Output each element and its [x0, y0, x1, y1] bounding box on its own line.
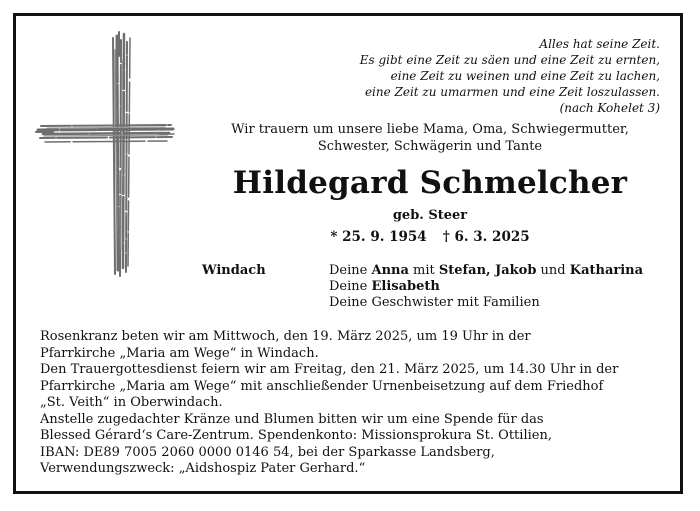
birth-date: * 25. 9. 1954 — [330, 229, 427, 245]
deceased-name: Hildegard Schmelcher — [232, 165, 628, 201]
notice-line: Blessed Gérard‘s Care-Zentrum. Spendenkonto: Missionsprokura St. Ottilien, — [40, 428, 552, 443]
notice-line: Den Trauergottesdienst feiern wir am Freitag, den 21. März 2025, um 14.30 Uhr in der — [40, 362, 619, 377]
notice-line: IBAN: DE89 7005 2060 0000 0146 54, bei der Sparkasse Landsberg, — [40, 444, 495, 460]
quote-line: Es gibt eine Zeit zu säen und eine Zeit zu ernten, — [359, 53, 660, 67]
mourning-intro — [205, 121, 655, 155]
mourner-line: Deine Geschwister mit Familien — [329, 295, 540, 310]
notice-line: „St. Veith“ in Oberwindach. — [40, 395, 223, 410]
mourner-place: Windach — [202, 263, 266, 278]
intro-line: Wir trauern um unsere liebe Mama, Oma, Schwiegermutter, — [231, 122, 629, 137]
mourners-list — [329, 263, 643, 311]
maiden-name: geb. Steer — [392, 208, 468, 223]
quote-source: (nach Kohelet 3) — [559, 101, 660, 115]
mourner-line: Deine Elisabeth — [329, 279, 440, 294]
life-dates — [205, 229, 655, 245]
notice-line: Pfarrkirche „Maria am Wege“ mit anschließender Urnenbeisetzung auf dem Friedhof — [40, 378, 604, 394]
brush-cross-icon — [35, 30, 175, 280]
quote-line: Alles hat seine Zeit. — [539, 37, 660, 51]
quote-line: eine Zeit zu weinen und eine Zeit zu lachen, — [390, 69, 660, 83]
intro-line: Schwester, Schwägerin und Tante — [317, 139, 543, 154]
notice-line: Rosenkranz beten wir am Mittwoch, den 19. März 2025, um 19 Uhr in der — [40, 329, 531, 344]
service-notice — [40, 329, 670, 478]
notice-line: Verwendungszweck: „Aidshospiz Pater Gerhard.“ — [40, 461, 366, 476]
notice-line: Pfarrkirche „Maria am Wege“ in Windach. — [40, 345, 319, 361]
quote-line: eine Zeit zu umarmen und eine Zeit loszulassen. — [364, 85, 660, 99]
mourner-line: Deine Anna mit Stefan, Jakob und Katharina — [329, 263, 644, 278]
notice-line: Anstelle zugedachter Kränze und Blumen bitten wir um eine Spende für das — [40, 411, 544, 427]
death-date: † 6. 3. 2025 — [442, 229, 530, 245]
bible-quote — [300, 36, 660, 116]
